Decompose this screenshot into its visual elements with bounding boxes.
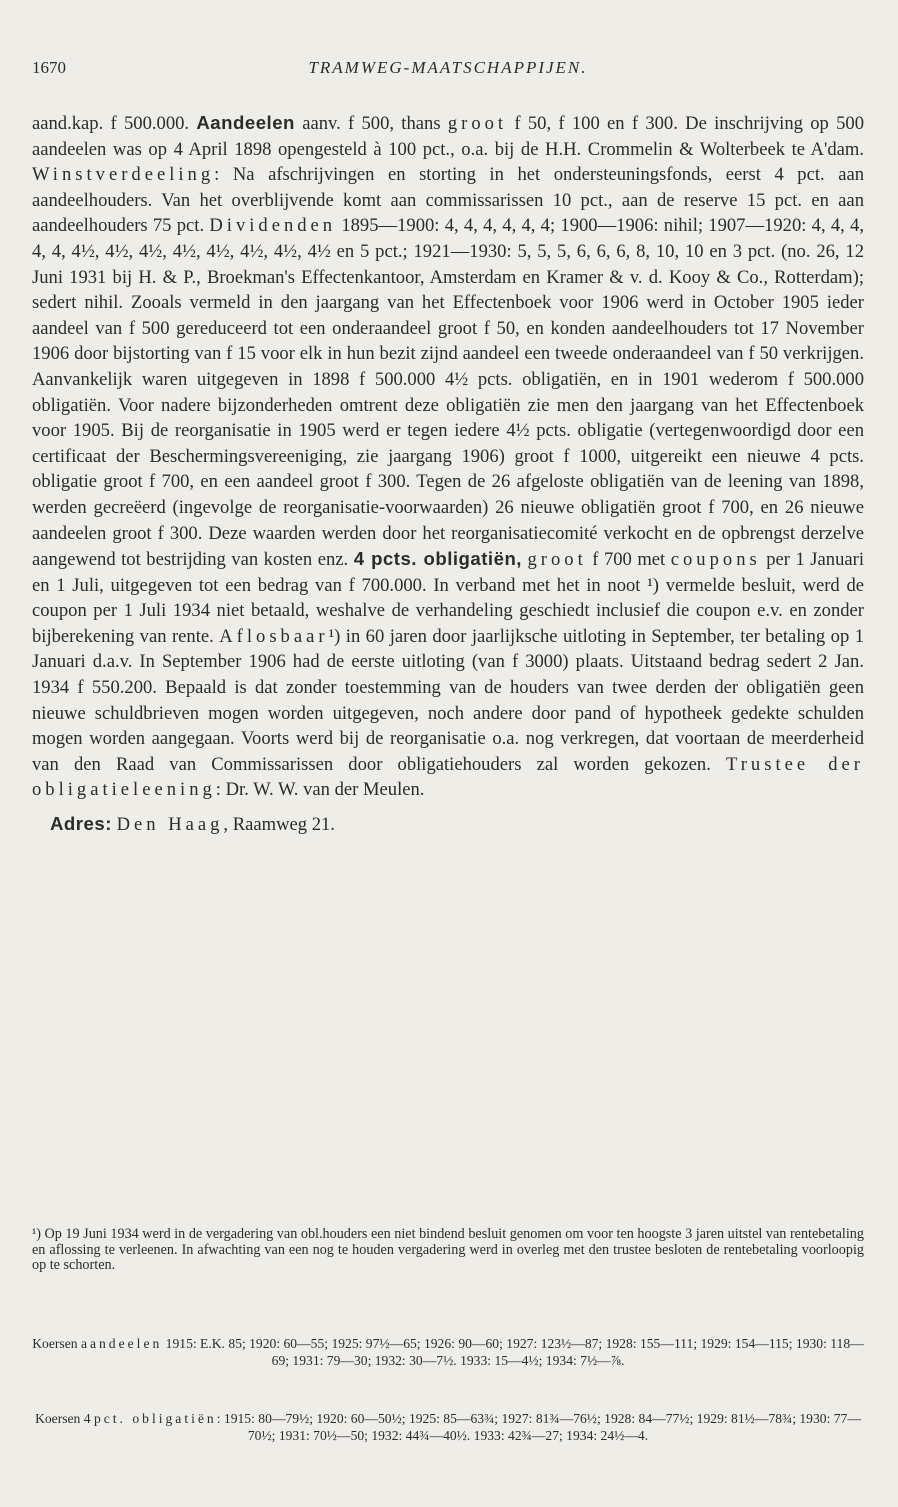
capital-text: aand.kap. f 500.000. [32,113,197,134]
coupons-label: coupons [670,549,761,571]
share-price-values: 1915: E.K. 85; 1920: 60—55; 1925: 97½—65; 1926: 90—60; 1927: 123½—87; 1928: 155—111; 1929: 154—115; 1930: 118—69; 1931: 79—30; 1932: 30—7½. 1933: 15—4½; 1934: 7½—⅞. [162,1336,864,1368]
text-span: f 50, f 100 en f 300. De inschrijving op 500 aandeelen was op 4 April 1898 opengesteld à 100 pct., o.a. bij de H.H. Crommelin & Wolterbeek te A'dam. [32,113,864,160]
footnote: ¹) Op 19 Juni 1934 werd in de vergadering van obl.houders een niet bindend besluit genomen om voor ten hoogste 3 jaren uitstel van rentebetaling en aflossing te verleenen. In afwachting van een nog te houden vergadering werd in overleg met den trustee besloten de rentebetaling voorloopig op te schorten. [32,1226,864,1273]
text-span: aanv. f 500, thans [294,113,448,134]
spaced-word: groot [447,113,508,134]
dividenden-label: Dividenden [209,215,337,237]
trustee-label: Trustee der obligatieleening [32,753,864,801]
bonds-label: pct. obligatiën [93,1411,217,1426]
obligatien-heading: 4 pcts. obligatiën, [353,548,522,570]
main-text [32,110,864,838]
share-prices [32,1335,864,1369]
bond-prices [32,1410,864,1444]
page-number: 1670 [32,58,66,77]
text-span: f 700 met [586,549,671,571]
address-label: Adres: [50,813,112,835]
page-header [32,58,864,84]
winstverdeeling-label: Winstverdeeling [32,164,215,186]
text-span: 1895—1900: 4, 4, 4, 4, 4, 4; 1900—1906: nihil; 1907—1920: 4, 4, 4, 4, 4, 4½, 4½, 4½, 4½, 4½, 4½, 4½, 4½ en 5 pct.; 1921—1930: 5, 5, 5, 6, 6, 6, 8, 10, 10 en 3 pct. (no. 26, 12 Juni 1931 bij H. & P., Broekman's Effectenkantoor, Amsterdam en Kramer & v. d. Kooy & Co., Rotterdam); sedert nihil. Zooals vermeld in den jaargang van het Effectenboek voor 1906 werd in October 1905 ieder aandeel van f 500 gereduceerd tot een onderaandeel groot f 50, en konden aandeelhouders tot 17 November 1906 door bijstorting van f 15 voor elk in hun bezit zijnd aandeel een tweede onderaandeel van f 50 verkrijgen. Aanvankelijk waren uitgegeven in 1898 f 500.000 4½ pcts. obligatiën, en in 1901 wederom f 500.000 obligatiën. Voor nadere bijzonderheden omtrent deze obligatiën zie men den jaargang van het Effectenboek voor 1905. Bij de reorganisatie in 1905 werd er tegen iedere 4½ pcts. obligatie (vertegenwoordigd door een certificaat der Beschermingsvereeniging, zie jaargang 1906) groot f 1000, uitgereikt een nieuwe 4 pcts. obligatie groot f 700, en een aandeel groot f 300. Tegen de 26 afgeloste obligatiën van de leening van 1898, werden gecreëerd (ingevolge de reorganisatie-voorwaarden) 26 nieuwe obligatiën groot f 700, en 26 nieuwe aandeelen groot f 300. Deze waarden werden door het reorganisatiecomité verkocht en de opbrengst derzelve aangewend tot bestrijding van kosten enz. [32,215,864,571]
text-span: per 1 Januari en 1 Juli, uitgegeven tot een bedrag van f 700.000. In verband met het in noot ¹) vermelde besluit, werd de coupon per 1 Juli 1934 niet betaald, weshalve de verhandeling geschiedt inclusief die coupon e.v. en zonder bijberekening van rente. [32,549,864,647]
aflosbaar-label: Aflosbaar [219,625,329,647]
aandeelen-heading: Aandeelen [196,112,295,133]
shares-label: aandeelen [80,1336,163,1351]
text-span: : Dr. W. W. van der Meulen. [215,779,425,801]
text-span: : Na afschrijvingen en storting in het ondersteuningsfonds, eerst 4 pct. aan aandeelhouders. Van het overblijvende komt aan commissarissen 10 pct., aan de reserve 15 pct. en aan aandeelhouders 75 pct. [32,164,864,237]
address-city: Den Haag [116,814,224,836]
company-paragraph [32,110,864,803]
running-title: TRAMWEG-MAATSCHAPPIJEN. [308,58,588,77]
text-span: ¹) in 60 jaren door jaarlijksche uitloting in September, ter betaling op 1 Januari d.a.v. In September 1906 had de eerste uitloting (van f 3000) plaats. Uitstaand bedrag sedert 2 Jan. 1934 f 550.200. Bepaald is dat zonder toestemming van de houders van twee derden der obligatiën geen nieuwe schuldbrieven mogen worden uitgegeven, noch andere door pand of hypotheek gedekte schulden mogen worden aangegaan. Voorts werd bij de reorganisatie o.a. nog verkregen, dat voortaan de meerderheid van den Raad van Commissarissen door obligatiehouders zal worden gekozen. [32,625,864,775]
text-span: Koersen [32,1336,81,1351]
address-street: , Raamweg 21. [223,814,335,836]
spaced-word: groot [527,549,587,571]
bond-price-values: : 1915: 80—79½; 1920: 60—50½; 1925: 85—63¾; 1927: 81¾—76½; 1928: 84—77½; 1929: 81½—78¾; 1930: 77—70½; 1931: 70½—50; 1932: 44¾—40½. 1933: 42¾—27; 1934: 24½—4. [216,1411,861,1443]
text-span: Koersen 4 [35,1411,94,1426]
document-page [32,0,864,1507]
address-line [32,811,864,838]
